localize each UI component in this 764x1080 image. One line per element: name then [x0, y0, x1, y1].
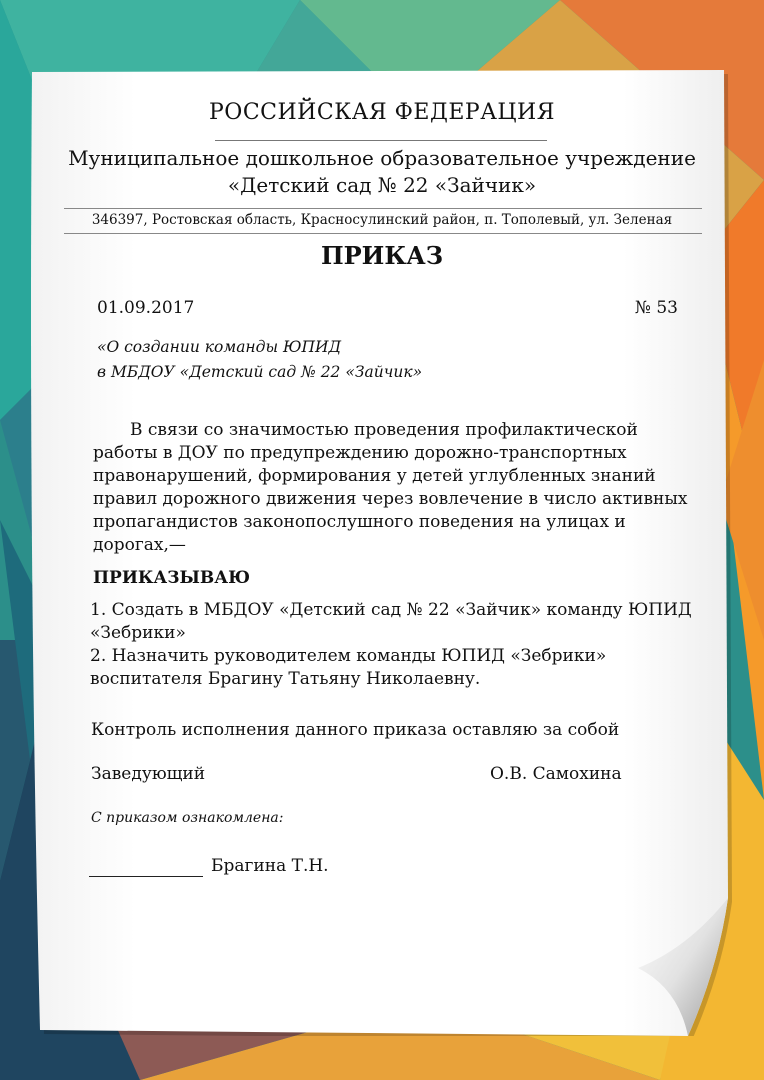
order-number: № 53: [634, 298, 678, 318]
address-rule-bottom: [64, 233, 702, 234]
order-item: воспитателя Брагину Татьяну Николаевну.: [90, 669, 481, 689]
signatory-name: Брагина Т.Н.: [211, 856, 329, 876]
title-divider: [215, 140, 547, 141]
document-heading: ПРИКАЗ: [320, 241, 444, 270]
body-line: В связи со значимостью проведения профилактической: [130, 420, 638, 440]
order-item: 1. Создать в МБДОУ «Детский сад № 22 «Зайчик» команду ЮПИД: [90, 600, 692, 620]
order-item: «Зебрики»: [90, 623, 186, 643]
director-position: Заведующий: [91, 764, 206, 784]
body-line: правонарушений, формирования у детей углубленных знаний: [93, 466, 656, 486]
body-line: правил дорожного движения через вовлечение в число активных: [93, 489, 688, 509]
address-rule-top: [64, 208, 702, 209]
body-line: пропагандистов законопослушного поведения на улицах и: [93, 512, 626, 532]
order-date: 01.09.2017: [97, 298, 195, 318]
address: 346397, Ростовская область, Красносулинский район, п. Тополевый, ул. Зеленая: [91, 212, 673, 228]
subject-line: в МБДОУ «Детский сад № 22 «Зайчик»: [97, 363, 423, 381]
country-title: РОССИЙСКАЯ ФЕДЕРАЦИЯ: [208, 100, 556, 125]
body-line: дорогах,—: [93, 535, 186, 555]
org-name-line-2: «Детский сад № 22 «Зайчик»: [227, 173, 537, 197]
org-name-line-1: Муниципальное дошкольное образовательное учреждение: [68, 146, 696, 170]
order-word: ПРИКАЗЫВАЮ: [93, 568, 250, 588]
order-item: 2. Назначить руководителем команды ЮПИД «Зебрики»: [90, 646, 607, 666]
body-line: работы в ДОУ по предупреждению дорожно-транспортных: [93, 443, 627, 463]
signature-line: [89, 876, 203, 877]
acknowledgement-label: С приказом ознакомлена:: [91, 810, 284, 826]
subject-line: «О создании команды ЮПИД: [97, 338, 342, 356]
control-statement: Контроль исполнения данного приказа оставляю за собой: [91, 720, 620, 740]
director-name: О.В. Самохина: [490, 764, 622, 784]
